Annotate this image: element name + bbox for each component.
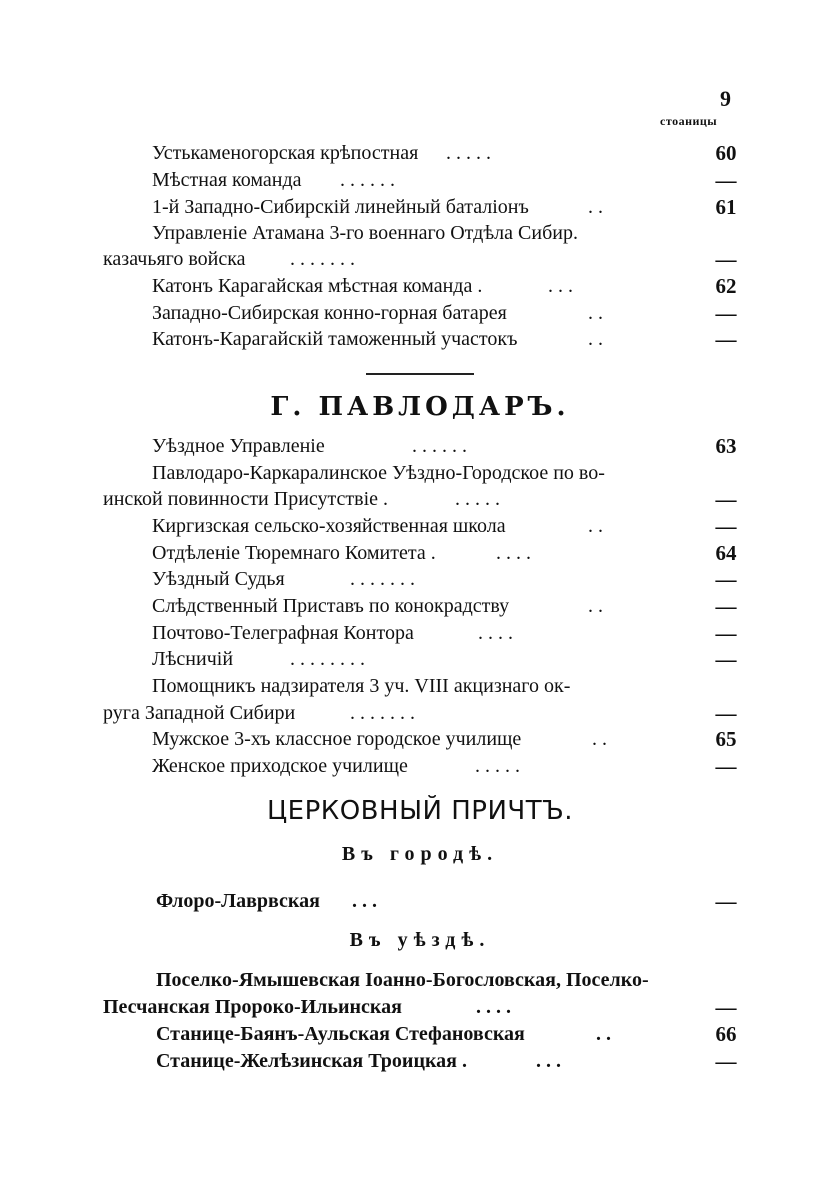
- entry-page: —: [715, 567, 737, 591]
- entry-page: 61: [715, 195, 737, 219]
- list-item: [0, 245, 840, 273]
- entry-page: —: [715, 1049, 737, 1073]
- entry-text: Устькаменогорская крѣпостная: [152, 142, 419, 164]
- list-item: [0, 752, 840, 780]
- entry-text: Женское приходское училище: [152, 755, 408, 777]
- entry-leader-dots: . . . . . . .: [350, 702, 415, 724]
- list-item: [0, 539, 840, 567]
- list-item: [0, 1047, 840, 1075]
- entry-text: Поселко-Ямышевская Іоанно-Богословская, Поселко-: [156, 969, 649, 991]
- entry-text: Песчанская Пророко-Ильинская: [103, 996, 402, 1018]
- list-item: [0, 432, 840, 460]
- list-item: [0, 512, 840, 540]
- entry-page: —: [715, 594, 737, 618]
- entry-leader-dots: . .: [592, 728, 607, 750]
- list-item: [0, 672, 840, 700]
- list-item: [0, 699, 840, 727]
- entry-text: Мѣстная команда: [152, 169, 302, 191]
- city-subheading: Въ городѣ.: [341, 843, 499, 865]
- entry-page: —: [715, 647, 737, 671]
- entry-page: —: [715, 487, 737, 511]
- entry-page: 64: [715, 541, 737, 565]
- entry-leader-dots: . . . .: [476, 996, 511, 1018]
- entry-leader-dots: . . . . .: [446, 142, 491, 164]
- entry-leader-dots: . .: [596, 1023, 611, 1045]
- entry-text: казачьяго войска: [103, 248, 246, 270]
- entry-page: —: [715, 514, 737, 538]
- list-item: [0, 565, 840, 593]
- entry-page: 66: [715, 1022, 737, 1046]
- entry-page: —: [715, 889, 737, 913]
- pages-column-label: стоаницы: [660, 114, 718, 128]
- list-item: [0, 272, 840, 300]
- entry-leader-dots: . . . .: [478, 622, 513, 644]
- entry-page: —: [715, 247, 737, 271]
- list-item: [0, 485, 840, 513]
- entry-text: инской повинности Присутствіе .: [103, 488, 388, 510]
- entry-leader-dots: . . .: [548, 275, 573, 297]
- entry-leader-dots: . . . . . . .: [350, 568, 415, 590]
- entry-leader-dots: . .: [588, 595, 603, 617]
- entry-text: Киргизская сельско-хозяйственная школа: [152, 515, 506, 537]
- entry-text: Слѣдственный Приставъ по конокрадству: [152, 595, 510, 617]
- list-item: [0, 887, 840, 915]
- entry-text: Павлодаро-Каркаралинское Уѣздно-Городское по во-: [152, 462, 605, 484]
- entry-page: 62: [715, 274, 737, 298]
- entry-text: 1-й Западно-Сибирскій линейный баталіонъ: [152, 196, 529, 218]
- entry-leader-dots: . . .: [536, 1050, 561, 1072]
- list-item: [0, 299, 840, 327]
- entry-text: Западно-Сибирская конно-горная батарея: [152, 302, 507, 324]
- list-item: [0, 325, 840, 353]
- section-divider: [366, 373, 474, 375]
- entry-leader-dots: . . . . .: [455, 488, 500, 510]
- list-item: [0, 592, 840, 620]
- list-item: [0, 619, 840, 647]
- list-item: [0, 993, 840, 1021]
- entry-leader-dots: . . . . . .: [340, 169, 395, 191]
- entry-leader-dots: . .: [588, 302, 603, 324]
- entry-text: Уѣздный Судья: [152, 568, 285, 590]
- entry-page: —: [715, 301, 737, 325]
- entry-text: Управленіе Атамана 3-го военнаго Отдѣла Сибир.: [152, 222, 578, 244]
- entry-leader-dots: . .: [588, 196, 603, 218]
- entry-page: —: [715, 168, 737, 192]
- entry-page: 63: [715, 434, 737, 458]
- entry-text: Станице-Баянъ-Аульская Стефановская: [156, 1023, 525, 1045]
- list-item: [0, 459, 840, 487]
- entry-text: Мужское 3-хъ классное городское училище: [152, 728, 522, 750]
- list-item: [0, 645, 840, 673]
- church-heading: ЦЕРКОВНЫЙ ПРИЧТЪ.: [266, 796, 574, 826]
- entry-leader-dots: . .: [588, 328, 603, 350]
- list-item: [0, 1020, 840, 1048]
- entry-text: Катонъ Карагайская мѣстная команда .: [152, 275, 483, 297]
- list-item: [0, 193, 840, 221]
- entry-page: —: [715, 327, 737, 351]
- entry-leader-dots: . . . . . . .: [290, 248, 355, 270]
- list-item: [0, 139, 840, 167]
- entry-page: —: [715, 754, 737, 778]
- town-heading: Г. ПАВЛОДАРЪ.: [270, 392, 570, 422]
- entry-text: Отдѣленіе Тюремнаго Комитета .: [152, 542, 436, 564]
- entry-leader-dots: . . . . . .: [412, 435, 467, 457]
- entry-text: Уѣздное Управленіе: [152, 435, 325, 457]
- entry-leader-dots: . . . .: [496, 542, 531, 564]
- entry-text: Катонъ-Карагайскій таможенный участокъ: [152, 328, 518, 350]
- entry-text: Лѣсничій: [152, 648, 234, 670]
- entry-page: 65: [715, 727, 737, 751]
- entry-text: руга Западной Сибири: [103, 702, 296, 724]
- entry-text: Почтово-Телеграфная Контора: [152, 622, 414, 644]
- list-item: [0, 966, 840, 994]
- list-item: [0, 219, 840, 247]
- entry-text: Станице-Желѣзинская Троицкая .: [156, 1050, 468, 1072]
- entry-leader-dots: . . . . .: [475, 755, 520, 777]
- entry-text: Флоро-Лаврвская: [156, 890, 320, 912]
- entry-page: —: [715, 701, 737, 725]
- entry-page: —: [715, 995, 737, 1019]
- page-number: 9: [720, 86, 731, 111]
- entry-leader-dots: . . . . . . . .: [290, 648, 365, 670]
- entry-page: 60: [715, 141, 737, 165]
- entry-leader-dots: . .: [588, 515, 603, 537]
- list-item: [0, 725, 840, 753]
- entry-page: —: [715, 621, 737, 645]
- list-item: [0, 166, 840, 194]
- entry-leader-dots: . . .: [352, 890, 377, 912]
- entry-text: Помощникъ надзирателя 3 уч. VIII акцизнаго ок-: [152, 675, 571, 697]
- district-subheading: Въ уѣздѣ.: [349, 929, 491, 951]
